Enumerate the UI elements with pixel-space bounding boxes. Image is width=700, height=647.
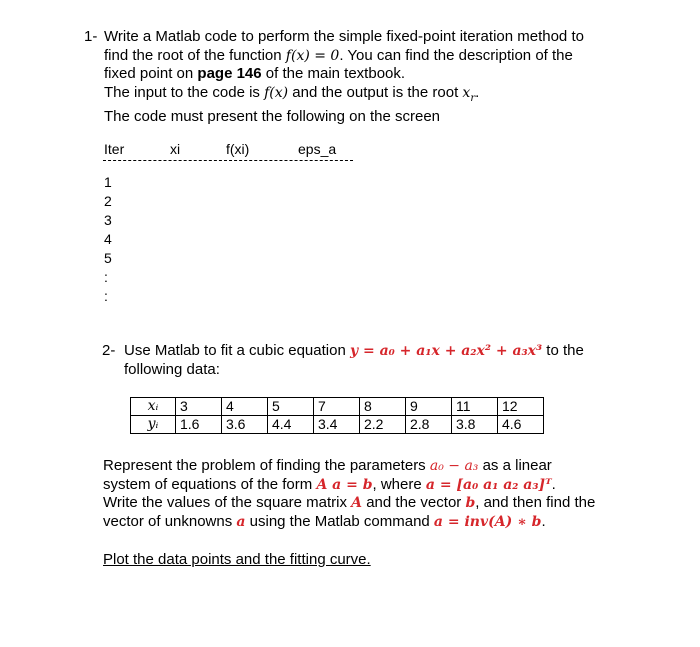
y-row [131,416,544,434]
iteration-row: 2 [104,193,112,209]
y-value: 3.6 [222,416,268,434]
y-value: 1.6 [176,416,222,434]
question-1 [84,28,684,127]
x-row [131,398,544,416]
dashed-separator [103,160,353,161]
para-line-4: vector of unknowns a using the Matlab command a = inv(A) ∗ b. [103,512,546,530]
q1-line-4: The input to the code is f(x) and the output is the root $x_r$. [104,83,480,104]
data-table [130,397,544,434]
y-value: 3.4 [314,416,360,434]
plot-instruction: Plot the data points and the fitting curve. [103,551,371,568]
x-value: 11 [452,398,498,416]
header-xi: xi [170,141,181,157]
question-2-body [124,342,662,379]
header-eps-a: eps_a [298,141,337,157]
q1-line-3: fixed point on page 146 of the main textbook. [104,65,406,82]
x-value: 12 [498,398,544,416]
x-value: 7 [314,398,360,416]
para-line-2: system of equations of the form A a = b, where a = [a₀ a₁ a₂ a₃]ᵀ. [103,475,556,493]
x-value: 5 [268,398,314,416]
iteration-ellipsis: : [104,288,108,304]
iteration-row: 4 [104,231,112,247]
y-value: 2.2 [360,416,406,434]
x-value: 8 [360,398,406,416]
x-label: xᵢ [131,398,176,416]
iteration-ellipsis: : [104,269,108,285]
iteration-row: 1 [104,174,112,190]
x-value: 4 [222,398,268,416]
y-value: 4.4 [268,416,314,434]
problem-paragraph [103,457,683,531]
x-value: 3 [176,398,222,416]
q1-line-1: Write a Matlab code to perform the simple fixed-point iteration method to [104,28,584,45]
iteration-row: 3 [104,212,112,228]
iteration-list [104,173,112,306]
y-value: 3.8 [452,416,498,434]
cubic-equation: y = a₀ + a₁x + a₂x² + a₃x³ [349,343,543,359]
header-iter: Iter [104,141,125,157]
y-value: 4.6 [498,416,544,434]
q1-line-2: find the root of the function f(x) = 0. You can find the description of the [104,46,573,64]
x-value: 9 [406,398,452,416]
para-line-3: Write the values of the square matrix A and the vector b, and then find the [103,494,596,511]
q2-line-2: following data: [124,360,220,378]
question-1-body [104,28,684,127]
q1-line-5: The code must present the following on the screen [104,108,441,125]
para-line-1: Represent the problem of finding the parameters a₀ − a₃ as a linear [103,457,552,474]
question-2 [102,342,662,379]
iteration-row: 5 [104,250,112,266]
header-fxi: f(xi) [226,141,250,157]
question-1-number: 1- [84,28,98,45]
y-label: yᵢ [131,416,176,434]
question-2-number: 2- [102,342,116,359]
y-value: 2.8 [406,416,452,434]
q2-line-1: Use Matlab to fit a cubic equation y = a₀ + a₁x + a₂x² + a₃x³ to the [124,342,584,359]
